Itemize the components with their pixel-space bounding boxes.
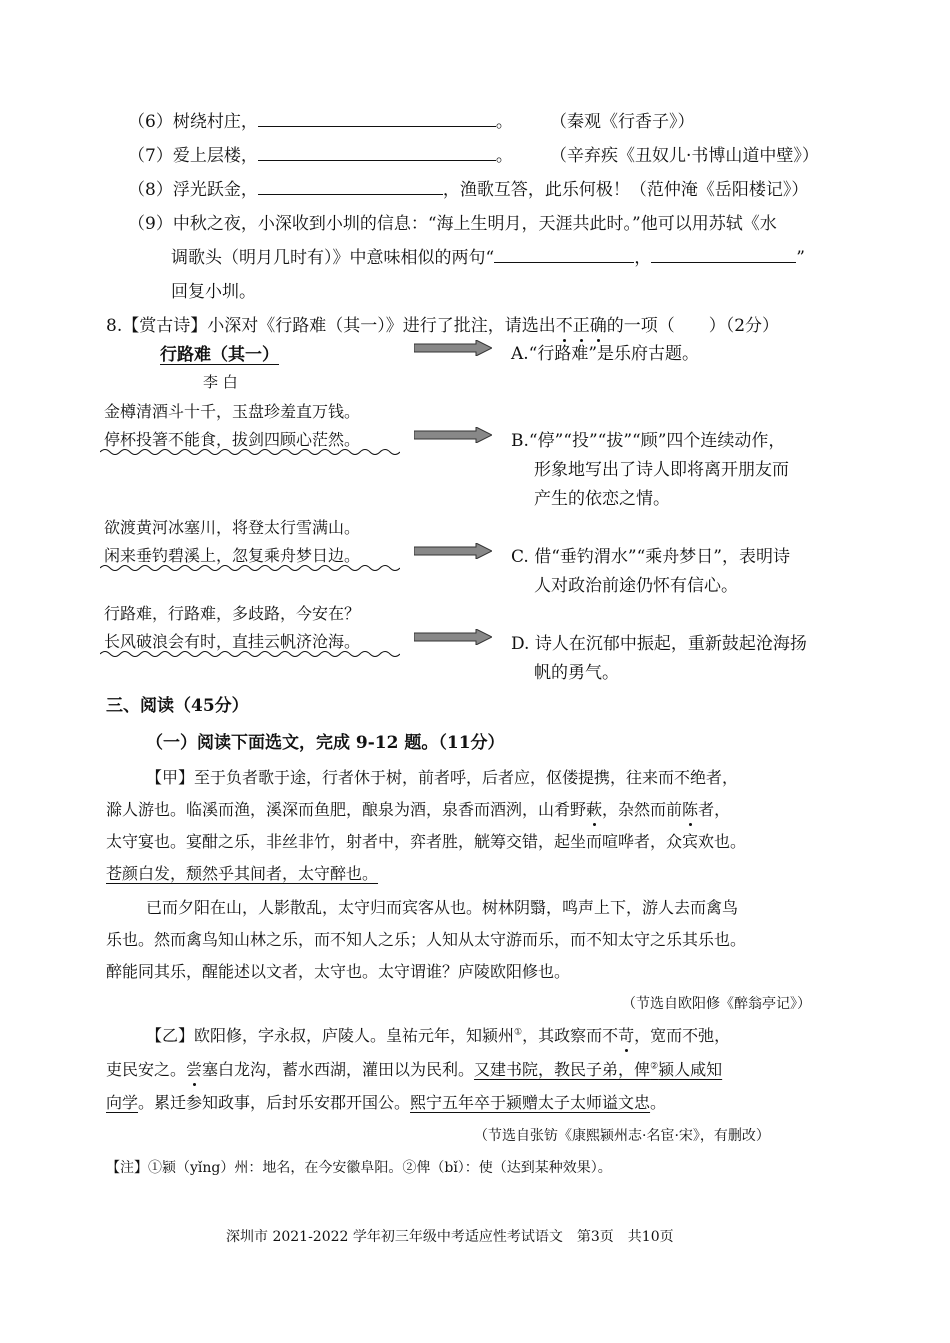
jia-line-7: 醉能同其乐，醒能述以文者，太守也。太守谓谁？庐陵欧阳修也。: [106, 962, 571, 981]
arrow-icon: [414, 427, 492, 443]
jia-line-1: 【甲】至于负者歌于途，行者休于树，前者呼，后者应，伛偻提携，往来而不绝者，: [146, 768, 739, 787]
jia-line-2: 滁人游也。临溪而渔，溪深而鱼肥，酿泉为酒，泉香而酒洌，山肴野蔌，杂然而前陈者，: [106, 797, 730, 820]
poem-line-2: 停杯投箸不能食，拔剑四顾心茫然。: [104, 430, 361, 449]
section-heading: 三、阅读（45分）: [106, 696, 249, 716]
option-b-line1: B.“停”“投”“拔”“顾”四个连续动作，: [511, 431, 786, 451]
q7-line-9c: 回复小圳。: [171, 282, 256, 302]
q7-line-7: （7）爱上层楼， 。: [128, 146, 513, 166]
jia-line-4: 苍颜白发，颓然乎其间者，太守醉也。: [106, 864, 379, 883]
jia-source: （节选自欧阳修《醉翁亭记》）: [622, 996, 811, 1012]
q7-line-8: （8）浮光跃金， ，渔歌互答，此乐何极！（范仲淹《岳阳楼记》）: [128, 180, 809, 200]
jia-line-5: 已而夕阳在山，人影散乱，太守归而宾客从也。树林阴翳，鸣声上下，游人去而禽鸟: [146, 898, 739, 917]
q7-line-6: （6）树绕村庄， 。: [128, 112, 513, 132]
option-b-line2: 形象地写出了诗人即将离开朋友而: [534, 460, 789, 480]
poem-line-5: 行路难，行路难，多歧路，今安在？: [104, 604, 361, 623]
option-d-line1: D. 诗人在沉郁中振起，重新鼓起沧海扬: [511, 634, 807, 654]
note: 【注】①颍（yǐng）州：地名，在今安徽阜阳。②俾（bǐ）：使（达到某种效果）。: [106, 1160, 612, 1176]
q7-line-6-source: （秦观《行香子》）: [550, 112, 695, 132]
q7-line-7-source: （辛弃疾《丑奴儿·书博山道中壁》）: [550, 146, 819, 166]
section-subheading: （一）阅读下面选文，完成 9-12 题。（11分）: [146, 733, 505, 753]
option-a: A.“行路难”是乐府古题。: [511, 344, 700, 364]
jia-line-6: 乐也。然而禽鸟知山林之乐，而不知人之乐；人知从太守游而乐，而不知太守之乐其乐也。: [106, 930, 747, 949]
answer-blank[interactable]: [651, 248, 796, 263]
answer-blank[interactable]: [258, 112, 496, 127]
option-d-line2: 帆的勇气。: [534, 663, 619, 683]
wavy-underline: [100, 447, 400, 457]
answer-blank[interactable]: [258, 180, 443, 195]
poem-line-4: 闲来垂钓碧溪上，忽复乘舟梦日边。: [104, 546, 361, 565]
yi-line-3: 向学。累迁参知政事，后封乐安郡开国公。熙宁五年卒于颍赠太子太师谥文忠。: [106, 1093, 667, 1112]
poem-author: 李 白: [203, 373, 238, 391]
poem-title: 行路难（其一）: [160, 345, 279, 365]
page-footer: 深圳市 2021-2022 学年初三年级中考适应性考试语文 第3页 共10页: [226, 1229, 674, 1245]
poem-line-3: 欲渡黄河冰塞川，将登太行雪满山。: [104, 518, 361, 537]
yi-line-2: 吏民安之。尝塞白龙沟，蓄水西湖，灌田以为民利。又建书院，教民子弟，俾②颍人咸知: [106, 1057, 722, 1080]
q7-line-9b: 调歌头（明月几时有）》中意味相似的两句“ ， ”: [171, 248, 805, 268]
wavy-underline: [100, 649, 400, 659]
jia-line-3: 太守宴也。宴酣之乐，非丝非竹，射者中，弈者胜，觥筹交错，起坐而喧哗者，众宾欢也。: [106, 832, 747, 851]
yi-line-1: 【乙】欧阳修，字永叔，庐陵人。皇祐元年，知颍州①，其政察而不苛，宽而不弛，: [146, 1023, 730, 1046]
answer-blank[interactable]: [258, 146, 496, 161]
option-b-line3: 产生的依恋之情。: [534, 489, 670, 509]
q7-line-9: （9）中秋之夜，小深收到小圳的信息：“海上生明月，天涯共此时。”他可以用苏轼《水: [128, 214, 777, 234]
answer-blank[interactable]: [494, 248, 634, 263]
arrow-icon: [414, 340, 492, 356]
q8-stem: 8.【赏古诗】小深对《行路难（其一）》进行了批注，请选出不正确的一项（ ）（2分）: [106, 311, 779, 336]
arrow-icon: [414, 629, 492, 645]
underlined-sentence: 又建书院，教民子弟，俾②颍人咸知: [474, 1060, 723, 1079]
wavy-underline: [100, 563, 400, 573]
arrow-icon: [414, 543, 492, 559]
option-c-line1: C. 借“垂钓渭水”“乘舟梦日”，表明诗: [511, 547, 790, 567]
poem-line-6: 长风破浪会有时，直挂云帆济沧海。: [104, 632, 361, 651]
option-c-line2: 人对政治前途仍怀有信心。: [534, 576, 738, 596]
poem-line-1: 金樽清酒斗十千，玉盘珍羞直万钱。: [104, 402, 361, 421]
yi-source: （节选自张钫《康熙颍州志·名宦·宋》，有删改）: [474, 1128, 770, 1144]
